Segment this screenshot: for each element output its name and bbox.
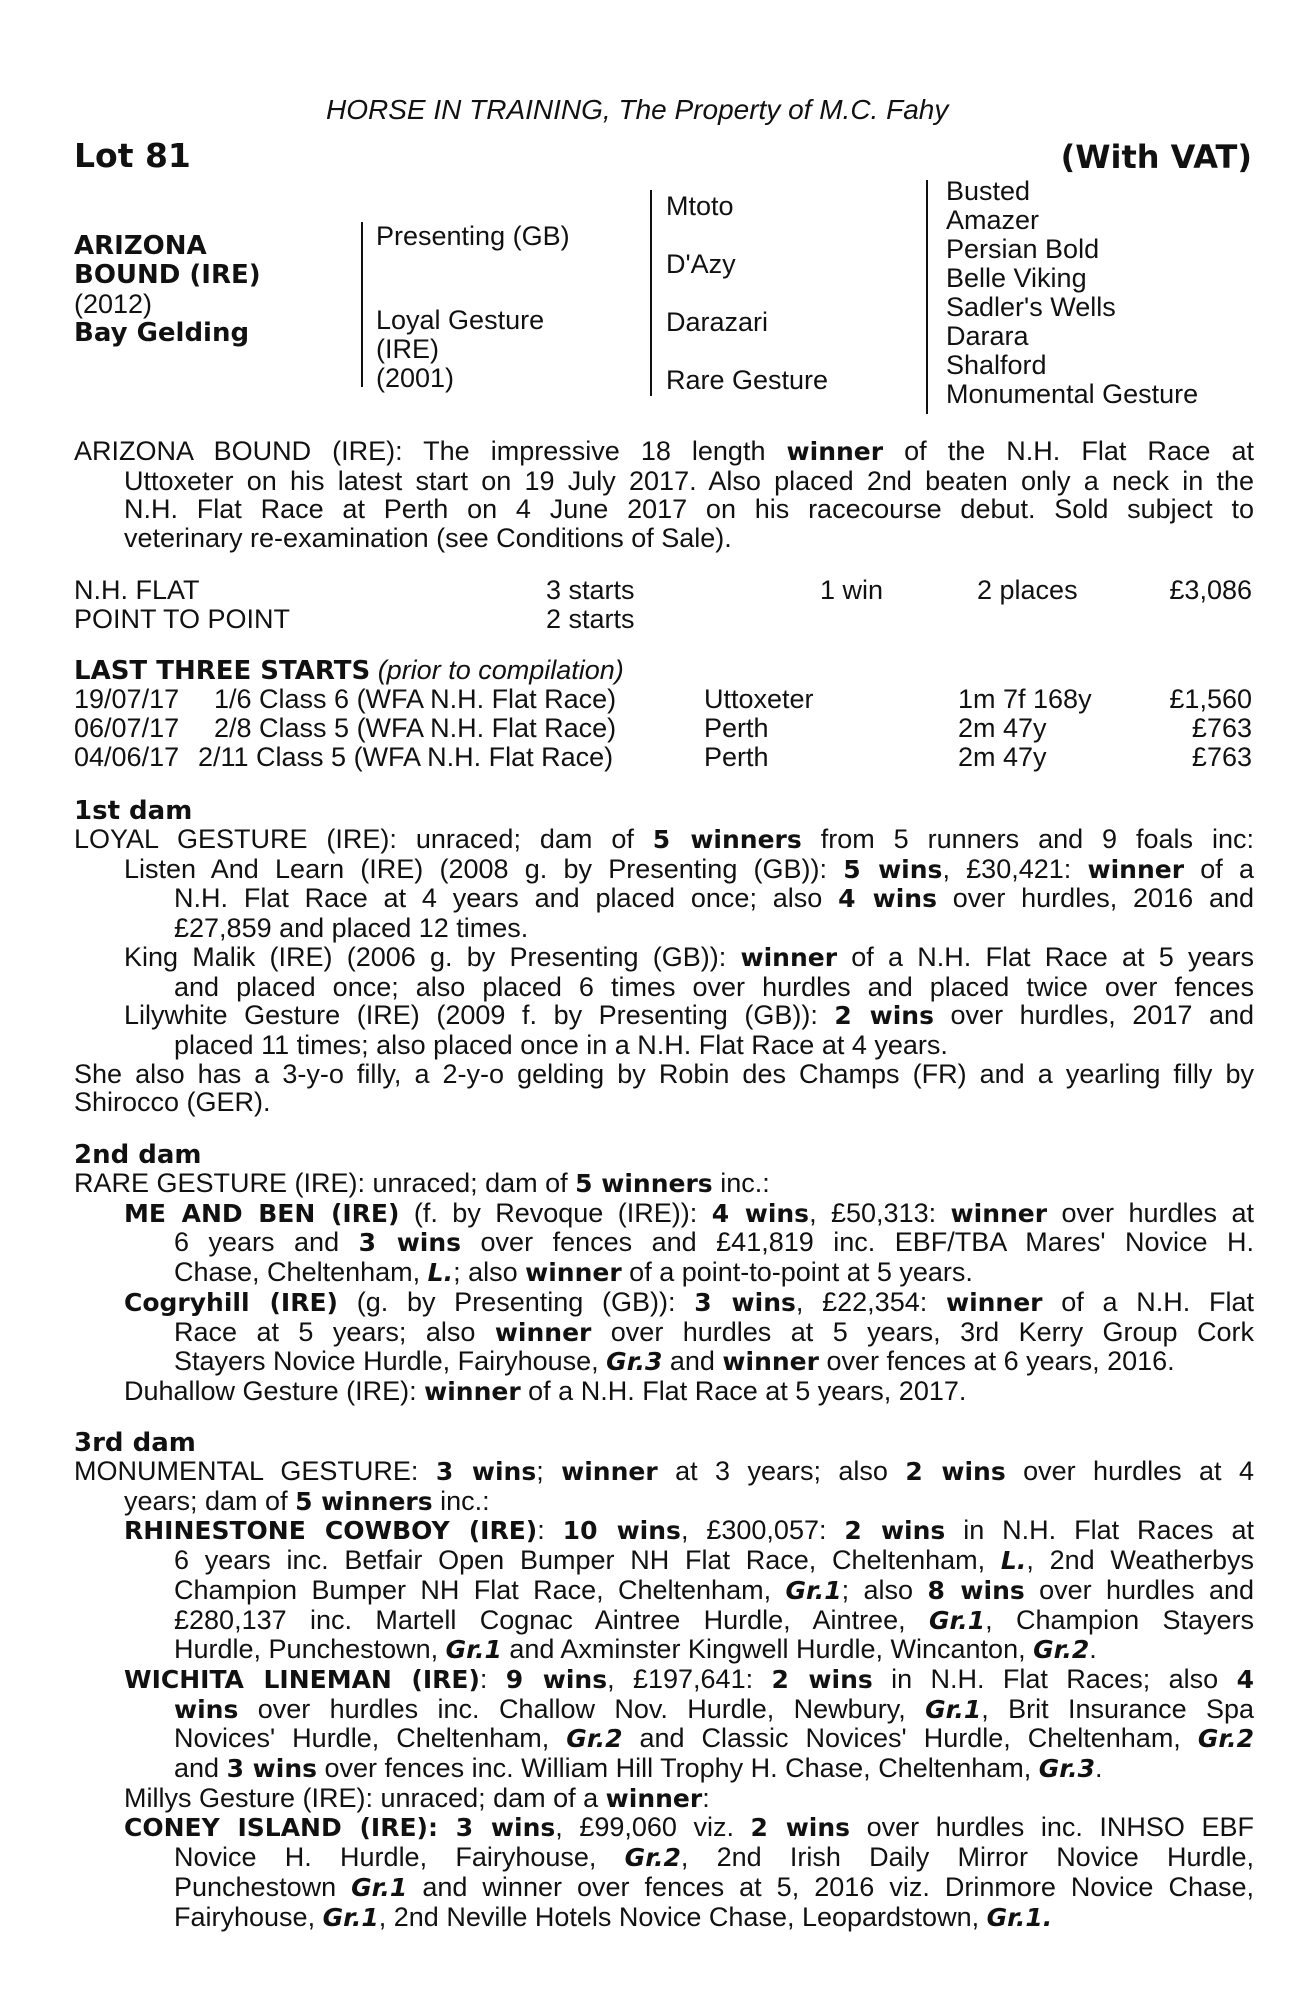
g2-dam-sire: Darazari — [666, 307, 769, 337]
record-wins: 1 win — [820, 575, 884, 605]
start-race: 1/6 Class 6 (WFA N.H. Flat Race) — [214, 684, 617, 714]
dam-name-line2: (IRE) — [376, 334, 439, 364]
text-line: Champion Bumper NH Flat Race, Cheltenham, Gr.1; also 8 wins over hurdles and — [174, 1574, 1254, 1605]
dam-name-line1: Loyal Gesture — [376, 305, 545, 335]
intro-paragraph — [74, 437, 1254, 553]
start-date: 19/07/17 — [74, 684, 180, 714]
start-distance: 1m 7f 168y — [958, 684, 1092, 714]
dam3-body — [74, 1457, 1254, 1932]
start-race: 2/11 Class 5 (WFA N.H. Flat Race) — [198, 742, 614, 772]
record-type: N.H. FLAT — [74, 575, 200, 605]
pedigree-line-3 — [926, 180, 928, 414]
g3-ancestor: Monumental Gesture — [946, 379, 1199, 409]
text-line: WICHITA LINEMAN (IRE): 9 wins, £197,641: 2 wins in N.H. Flat Races; also 4 — [124, 1663, 1254, 1694]
intro-line: Uttoxeter on his latest start on 19 July 2017. Also placed 2nd beaten only a neck in the — [124, 465, 1254, 496]
dam2-heading: 2nd dam — [74, 1140, 202, 1170]
horse-info — [74, 232, 261, 348]
g3-ancestor: Sadler's Wells — [946, 292, 1116, 322]
g2-sire-dam: D'Azy — [666, 249, 736, 279]
text-line: Race at 5 years; also winner over hurdles at 5 years, 3rd Kerry Group Cork — [174, 1316, 1254, 1347]
dam1-heading: 1st dam — [74, 796, 193, 826]
record-starts: 3 starts — [546, 575, 635, 605]
text-line: 6 years and 3 wins over fences and £41,819 inc. EBF/TBA Mares' Novice H. — [174, 1227, 1255, 1258]
start-prize: £763 — [1191, 713, 1252, 743]
text-line: MONUMENTAL GESTURE: 3 wins; winner at 3 years; also 2 wins over hurdles at 4 — [74, 1456, 1254, 1486]
horse-name-line1: ARIZONA — [74, 231, 207, 261]
g3-ancestors — [946, 177, 1198, 409]
start-date: 06/07/17 — [74, 713, 180, 743]
pedigree-line-2 — [650, 190, 652, 396]
dam3-heading: 3rd dam — [74, 1428, 196, 1458]
lot-number: Lot 81 — [74, 136, 191, 175]
text-line: Fairyhouse, Gr.1, 2nd Neville Hotels Novice Chase, Leopardstown, Gr.1. — [174, 1901, 1053, 1932]
text-line: £280,137 inc. Martell Cognac Aintree Hurdle, Aintree, Gr.1, Champion Stayers — [174, 1604, 1255, 1635]
text-line: N.H. Flat Race at 4 years and placed once; also 4 wins over hurdles, 2016 and — [174, 883, 1254, 914]
start-date: 04/06/17 — [74, 742, 180, 772]
g3-ancestor: Busted — [946, 176, 1031, 206]
text-line: Cogryhill (IRE) (g. by Presenting (GB)): 3 wins, £22,354: winner of a N.H. Flat — [124, 1286, 1254, 1317]
text-line: placed 11 times; also placed once in a N.H. Flat Race at 4 years. — [174, 1029, 948, 1060]
record-type: POINT TO POINT — [74, 604, 291, 634]
g2-dam-dam: Rare Gesture — [666, 365, 829, 395]
text-line: years; dam of 5 winners inc.: — [124, 1485, 490, 1516]
dam-name-line3: (2001) — [376, 363, 455, 393]
text-line: Shirocco (GER). — [74, 1087, 271, 1118]
text-line: Listen And Learn (IRE) (2008 g. by Presenting (GB)): 5 wins, £30,421: winner of a — [124, 853, 1254, 884]
start-distance: 2m 47y — [958, 713, 1047, 743]
text-line: 6 years inc. Betfair Open Bumper NH Flat Race, Cheltenham, L., 2nd Weatherbys — [174, 1545, 1254, 1576]
g3-ancestor: Persian Bold — [946, 234, 1100, 264]
sire-name: Presenting (GB) — [376, 221, 570, 251]
start-prize: £1,560 — [1169, 684, 1252, 714]
record-starts: 2 starts — [546, 604, 635, 634]
g2-sire-sire: Mtoto — [666, 191, 734, 221]
text-line: Duhallow Gesture (IRE): winner of a N.H. Flat Race at 5 years, 2017. — [124, 1375, 967, 1406]
text-line: RARE GESTURE (IRE): unraced; dam of 5 winners inc.: — [74, 1168, 770, 1198]
text-line: LOYAL GESTURE (IRE): unraced; dam of 5 winners from 5 runners and 9 foals inc: — [74, 824, 1254, 854]
text-line: King Malik (IRE) (2006 g. by Presenting (GB)): winner of a N.H. Flat Race at 5 years — [124, 941, 1254, 972]
horse-name-line2: BOUND (IRE) — [74, 260, 261, 290]
start-race: 2/8 Class 5 (WFA N.H. Flat Race) — [214, 713, 617, 743]
text-line: She also has a 3-y-o filly, a 2-y-o gelding by Robin des Champs (FR) and a yearling filly by — [74, 1058, 1254, 1089]
record-prize: £3,086 — [1169, 575, 1252, 605]
start-course: Perth — [704, 742, 769, 772]
dam2-body — [74, 1169, 1254, 1407]
text-line: Hurdle, Punchestown, Gr.1 and Axminster Kingwell Hurdle, Wincanton, Gr.2. — [174, 1634, 1097, 1665]
text-line: Lilywhite Gesture (IRE) (2009 f. by Presenting (GB)): 2 wins over hurdles, 2017 and — [124, 1000, 1254, 1031]
text-line: RHINESTONE COWBOY (IRE): 10 wins, £300,057: 2 wins in N.H. Flat Races at — [124, 1515, 1254, 1546]
dam1-body — [74, 825, 1254, 1117]
text-line: and placed once; also placed 6 times over hurdles and placed twice over fences — [174, 971, 1254, 1002]
text-line: £27,859 and placed 12 times. — [174, 913, 529, 944]
start-distance: 2m 47y — [958, 742, 1047, 772]
text-line: Novices' Hurdle, Cheltenham, Gr.2 and Classic Novices' Hurdle, Cheltenham, Gr.2 — [174, 1723, 1254, 1754]
horse-sex: Bay Gelding — [74, 318, 250, 348]
g3-ancestor: Darara — [946, 321, 1029, 351]
sale-subtitle: HORSE IN TRAINING, The Property of M.C. Fahy — [326, 94, 949, 125]
text-line: Millys Gesture (IRE): unraced; dam of a winner: — [124, 1782, 710, 1813]
g3-ancestor: Amazer — [946, 205, 1040, 235]
intro-line: veterinary re-examination (see Conditions of Sale). — [124, 523, 732, 554]
text-line: CONEY ISLAND (IRE): 3 wins, £99,060 viz. 2 wins over hurdles inc. INHSO EBF — [124, 1812, 1254, 1843]
record-places: 2 places — [977, 575, 1078, 605]
vat-note: (With VAT) — [1060, 138, 1252, 176]
pedigree-line-1 — [361, 222, 363, 387]
text-line: Chase, Cheltenham, L.; also winner of a point-to-point at 5 years. — [174, 1257, 973, 1288]
text-line: ME AND BEN (IRE) (f. by Revoque (IRE)): 4 wins, £50,313: winner over hurdles at — [124, 1197, 1254, 1228]
intro-line: N.H. Flat Race at Perth on 4 June 2017 on his racecourse debut. Sold subject to — [124, 494, 1254, 525]
text-line: wins over hurdles inc. Challow Nov. Hurdle, Newbury, Gr.1, Brit Insurance Spa — [174, 1693, 1255, 1724]
intro-line: ARIZONA BOUND (IRE): The impressive 18 length winner of the N.H. Flat Race at — [74, 436, 1254, 466]
last-three-heading: LAST THREE STARTS (prior to compilation) — [74, 655, 624, 686]
text-line: Stayers Novice Hurdle, Fairyhouse, Gr.3 and winner over fences at 6 years, 2016. — [174, 1346, 1175, 1377]
start-course: Uttoxeter — [704, 684, 814, 714]
start-prize: £763 — [1191, 742, 1252, 772]
text-line: and 3 wins over fences inc. William Hill Trophy H. Chase, Cheltenham, Gr.3. — [174, 1753, 1103, 1784]
text-line: Novice H. Hurdle, Fairyhouse, Gr.2, 2nd Irish Daily Mirror Novice Hurdle, — [174, 1842, 1255, 1873]
g3-ancestor: Shalford — [946, 350, 1047, 380]
text-line: Punchestown Gr.1 and winner over fences at 5, 2016 viz. Drinmore Novice Chase, — [174, 1871, 1254, 1902]
horse-year: (2012) — [74, 289, 153, 319]
g3-ancestor: Belle Viking — [946, 263, 1087, 293]
start-course: Perth — [704, 713, 769, 743]
